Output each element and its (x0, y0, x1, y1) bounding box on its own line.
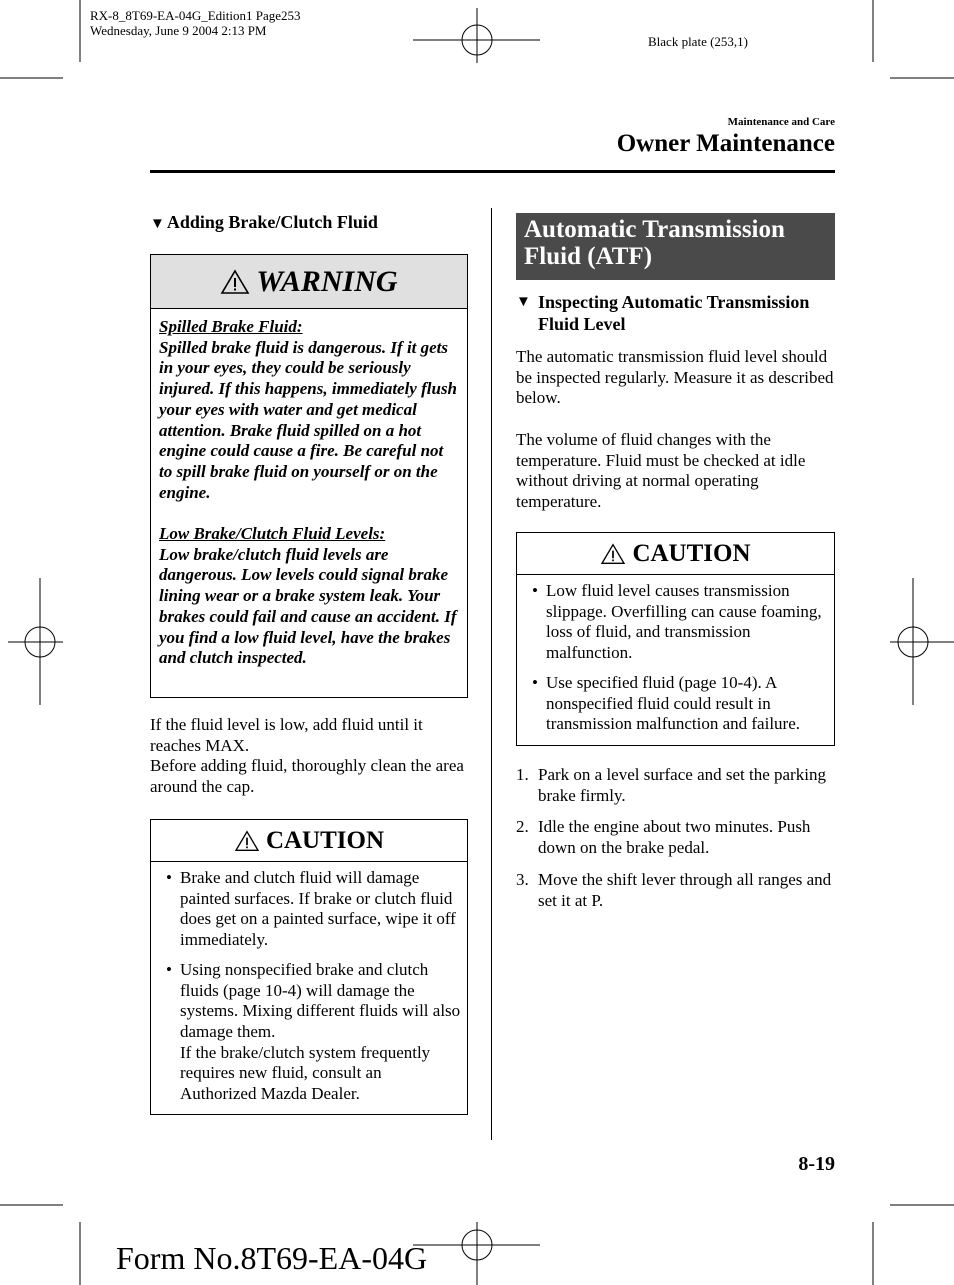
warning-title: WARNING (256, 264, 398, 298)
form-number: Form No.8T69-EA-04G (116, 1240, 428, 1276)
warning-para1-title: Spilled Brake Fluid: (159, 317, 303, 336)
subheading-atf-level (516, 291, 836, 335)
registration-mark-bottom (413, 1222, 540, 1285)
atf-paragraph-1: The automatic transmission fluid level should be inspected regularly. Measure it as described below. (516, 347, 834, 408)
atf-section-heading-text: Automatic Transmission Fluid (ATF) (524, 216, 785, 270)
caution-bullet: • Brake and clutch fluid will damage painted surfaces. If brake or clutch fluid does get on a painted surface, wipe it off immediately. (166, 868, 456, 950)
print-info-date: Wednesday, June 9 2004 2:13 PM (90, 23, 267, 38)
caution-header (151, 820, 467, 862)
atf-paragraph-2: The volume of fluid changes with the temperature. Fluid must be checked at idle without driving at normal operating temperature. (516, 430, 806, 512)
caution-bullet-text: Using nonspecified brake and clutch fluids (page 10-4) will damage the systems. Mixing different fluids will also damage them. (180, 959, 461, 1041)
chapter-label: Maintenance and Care (727, 116, 835, 128)
brake-fluid-instructions (150, 715, 470, 798)
registration-mark-right (890, 578, 954, 705)
page-number: 8-19 (798, 1153, 835, 1175)
step-item (516, 870, 836, 911)
step-text: Move the shift lever through all ranges and set it at P. (538, 869, 832, 910)
warning-triangle-icon (220, 269, 250, 295)
warning-header (151, 255, 467, 309)
procedure-steps (516, 765, 836, 922)
caution-title: CAUTION (632, 539, 751, 567)
subheading-text: Inspecting Automatic Transmission Fluid Level (538, 292, 810, 334)
caution-body (151, 862, 467, 1105)
step-number: 2. (516, 817, 529, 837)
warning-triangle-icon (600, 543, 626, 565)
step-number: 3. (516, 869, 529, 889)
caution-bullet-text: Low fluid level causes transmission slippage. Overfilling can cause foaming, loss of fluid, and transmission malfunction. (546, 581, 822, 663)
page-title: Owner Maintenance (616, 130, 835, 157)
body-line-1: If the fluid level is low, add fluid until it reaches MAX. (150, 715, 423, 755)
subheading-text: Adding Brake/Clutch Fluid (166, 212, 378, 232)
caution-bullet: • Using nonspecified brake and clutch fluids (page 10-4) will damage the systems. Mixing different fluids will also damage them. If the brake/clutch system frequently requires new fluid, consult an Authorized Mazda Dealer. (166, 959, 461, 1104)
atf-section-heading (516, 213, 835, 280)
warning-triangle-icon (234, 830, 260, 852)
body-line-2: Before adding fluid, thoroughly clean the area around the cap. (150, 756, 464, 797)
warning-body (151, 309, 467, 669)
caution-bullet-text: Brake and clutch fluid will damage painted surfaces. If brake or clutch fluid does get on a painted surface, wipe it off immediately. (180, 868, 456, 950)
registration-mark-top (413, 8, 540, 63)
caution-box-atf (516, 532, 835, 746)
warning-para2-text: Low brake/clutch fluid levels are dangerous. Low levels could signal brake lining wear or a brake system leak. Your brakes could fail and cause an accident. If you find a low fluid level, have the brakes and clutch inspected. (159, 544, 457, 668)
caution-box-brake (150, 819, 468, 1115)
caution-body (517, 575, 834, 735)
header-rule (150, 170, 835, 173)
caution-bullet: • Use specified fluid (page 10-4). A nonspecified fluid could result in transmission malfunction and failure. (532, 672, 800, 734)
column-divider (491, 208, 492, 1140)
caution-bullet: • Low fluid level causes transmission slippage. Overfilling can cause foaming, loss of fluid, and transmission malfunction. (532, 581, 822, 663)
step-number: 1. (516, 765, 529, 784)
plate-label: Black plate (253,1) (648, 34, 748, 49)
step-text: Park on a level surface and set the parking brake firmly. (538, 765, 826, 805)
caution-header (517, 533, 834, 575)
subheading-brake-fluid (150, 211, 470, 235)
print-info (90, 8, 301, 38)
caution-bullet-extra: If the brake/clutch system frequently requires new fluid, consult an Authorized Mazda Dealer. (180, 1042, 431, 1104)
caution-bullet-text: Use specified fluid (page 10-4). A nonspecified fluid could result in transmission malfunction and failure. (546, 672, 800, 734)
step-item (516, 765, 836, 806)
registration-mark-left (8, 578, 63, 705)
warning-box (150, 254, 468, 698)
triangle-marker-icon: ▼ (150, 216, 165, 232)
triangle-marker-icon: ▼ (516, 294, 531, 310)
step-item (516, 817, 836, 858)
warning-para1-text: Spilled brake fluid is dangerous. If it gets in your eyes, they could be seriously injured. If this happens, immediately flush your eyes with water and get medical attention. Brake fluid spilled on a hot engine could cause a fire. Be careful not to spill brake fluid on yourself or on the engine. (159, 337, 458, 502)
warning-para2-title: Low Brake/Clutch Fluid Levels: (159, 524, 386, 544)
caution-title: CAUTION (265, 826, 385, 854)
print-info-file: RX-8_8T69-EA-04G_Edition1 Page253 (90, 8, 301, 23)
step-text: Idle the engine about two minutes. Push down on the brake pedal. (538, 817, 811, 858)
